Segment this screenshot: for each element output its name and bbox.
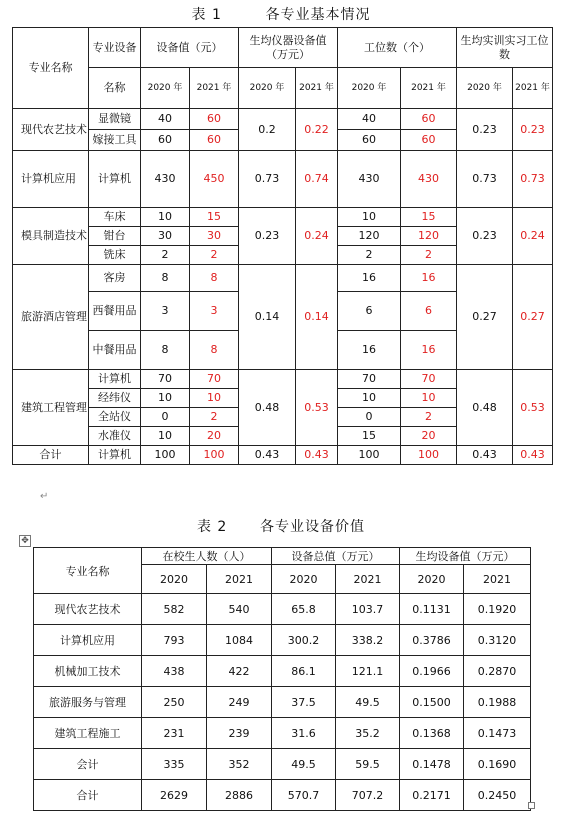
header-year-2021: 2021	[464, 565, 531, 594]
stations-2020: 120	[338, 227, 401, 246]
major-name: 模具制造技术	[13, 208, 89, 265]
row-tv2021: 707.2	[336, 780, 400, 811]
value-2021: 2	[190, 408, 239, 427]
row-major-name: 建筑工程施工	[34, 718, 142, 749]
header-year-2020: 2020 年	[338, 68, 401, 109]
value-2020: 10	[141, 208, 190, 227]
header-per-stations: 生均实训实习工位数	[457, 28, 553, 68]
equipment-name: 计算机	[89, 370, 141, 389]
stations-2020: 10	[338, 389, 401, 408]
value-2021: 20	[190, 427, 239, 446]
stations-2020: 60	[338, 130, 401, 151]
per-stations-2020: 0.48	[457, 370, 513, 446]
row-st2021: 1084	[207, 625, 272, 656]
stations-2020: 2	[338, 246, 401, 265]
table-row	[34, 780, 531, 811]
value-2020: 70	[141, 370, 190, 389]
equipment-name: 经纬仪	[89, 389, 141, 408]
per-stations-2021: 0.24	[513, 208, 553, 265]
per-value-2020: 0.73	[239, 151, 296, 208]
header-year-2021: 2021 年	[401, 68, 457, 109]
table-row	[34, 718, 531, 749]
row-pv2021: 0.2870	[464, 656, 531, 687]
value-2021: 15	[190, 208, 239, 227]
per-stations-2020: 0.23	[457, 109, 513, 151]
stations-2020: 6	[338, 292, 401, 331]
total-value-2021: 100	[190, 446, 239, 465]
value-2021: 450	[190, 151, 239, 208]
row-st2020: 231	[142, 718, 207, 749]
row-major-name: 会计	[34, 749, 142, 780]
equipment-name: 西餐用品	[89, 292, 141, 331]
header-total-value: 设备总值（万元）	[272, 548, 400, 565]
row-st2020: 2629	[142, 780, 207, 811]
stations-2021: 6	[401, 292, 457, 331]
value-2020: 3	[141, 292, 190, 331]
equipment-name: 嫁接工具	[89, 130, 141, 151]
row-pv2021: 0.3120	[464, 625, 531, 656]
header-major: 专业名称	[34, 548, 142, 594]
equipment-name: 水准仪	[89, 427, 141, 446]
value-2020: 10	[141, 389, 190, 408]
row-st2020: 250	[142, 687, 207, 718]
row-pv2021: 0.1988	[464, 687, 531, 718]
per-stations-2021: 0.27	[513, 265, 553, 370]
table1	[12, 27, 553, 465]
value-2020: 2	[141, 246, 190, 265]
table-row	[34, 625, 531, 656]
per-value-2021: 0.22	[296, 109, 338, 151]
row-tv2021: 338.2	[336, 625, 400, 656]
header-year-2021: 2021	[336, 565, 400, 594]
major-name: 计算机应用	[13, 151, 89, 208]
total-per-stations-2020: 0.43	[457, 446, 513, 465]
stations-2020: 16	[338, 331, 401, 370]
row-st2021: 249	[207, 687, 272, 718]
stations-2021: 60	[401, 130, 457, 151]
total-item: 计算机	[89, 446, 141, 465]
row-major-name: 计算机应用	[34, 625, 142, 656]
row-pv2021: 0.1920	[464, 594, 531, 625]
equipment-name: 中餐用品	[89, 331, 141, 370]
stations-2021: 10	[401, 389, 457, 408]
value-2021: 10	[190, 389, 239, 408]
row-pv2020: 0.1966	[400, 656, 464, 687]
row-st2020: 582	[142, 594, 207, 625]
table-row	[34, 749, 531, 780]
row-st2021: 239	[207, 718, 272, 749]
per-value-2021: 0.74	[296, 151, 338, 208]
row-st2020: 335	[142, 749, 207, 780]
header-year-2021: 2021	[207, 565, 272, 594]
row-pv2021: 0.2450	[464, 780, 531, 811]
row-major-name: 合计	[34, 780, 142, 811]
total-stations-2020: 100	[338, 446, 401, 465]
total-per-value-2021: 0.43	[296, 446, 338, 465]
per-value-2020: 0.2	[239, 109, 296, 151]
table-row	[34, 594, 531, 625]
equipment-name: 客房	[89, 265, 141, 292]
header-year-2020: 2020 年	[239, 68, 296, 109]
row-tv2021: 49.5	[336, 687, 400, 718]
row-major-name: 旅游服务与管理	[34, 687, 142, 718]
table1-title: 表 1 各专业基本情况	[191, 7, 371, 23]
equipment-name: 显微镜	[89, 109, 141, 130]
row-tv2020: 49.5	[272, 749, 336, 780]
per-stations-2021: 0.73	[513, 151, 553, 208]
header-name: 名称	[89, 68, 141, 109]
row-tv2020: 37.5	[272, 687, 336, 718]
per-value-2020: 0.23	[239, 208, 296, 265]
stations-2021: 2	[401, 246, 457, 265]
value-2021: 60	[190, 109, 239, 130]
row-st2020: 793	[142, 625, 207, 656]
row-tv2020: 300.2	[272, 625, 336, 656]
table2	[33, 547, 531, 811]
stations-2021: 20	[401, 427, 457, 446]
per-value-2021: 0.24	[296, 208, 338, 265]
per-value-2020: 0.14	[239, 265, 296, 370]
row-pv2020: 0.1131	[400, 594, 464, 625]
stations-2021: 60	[401, 109, 457, 130]
row-st2021: 540	[207, 594, 272, 625]
per-stations-2021: 0.53	[513, 370, 553, 446]
table-row	[34, 656, 531, 687]
table-resize-handle[interactable]	[528, 802, 535, 809]
row-pv2020: 0.1368	[400, 718, 464, 749]
equipment-name: 全站仪	[89, 408, 141, 427]
per-stations-2020: 0.23	[457, 208, 513, 265]
stations-2021: 430	[401, 151, 457, 208]
stations-2020: 430	[338, 151, 401, 208]
per-value-2020: 0.48	[239, 370, 296, 446]
row-tv2020: 31.6	[272, 718, 336, 749]
row-major-name: 现代农艺技术	[34, 594, 142, 625]
header-year-2020: 2020	[400, 565, 464, 594]
table-row	[34, 687, 531, 718]
row-pv2020: 0.3786	[400, 625, 464, 656]
value-2020: 8	[141, 265, 190, 292]
equipment-name: 车床	[89, 208, 141, 227]
header-year-2020: 2020	[142, 565, 207, 594]
header-value: 设备值（元）	[141, 28, 239, 68]
row-tv2020: 570.7	[272, 780, 336, 811]
header-year-2020: 2020	[272, 565, 336, 594]
row-tv2021: 59.5	[336, 749, 400, 780]
row-major-name: 机械加工技术	[34, 656, 142, 687]
header-equipment: 专业设备	[89, 28, 141, 68]
header-year-2020: 2020 年	[457, 68, 513, 109]
header-year-2021: 2021 年	[190, 68, 239, 109]
value-2021: 8	[190, 265, 239, 292]
header-per-value: 生均仪器设备值（万元）	[239, 28, 338, 68]
value-2021: 8	[190, 331, 239, 370]
row-pv2021: 0.1690	[464, 749, 531, 780]
stations-2020: 40	[338, 109, 401, 130]
row-pv2021: 0.1473	[464, 718, 531, 749]
header-students: 在校生人数（人）	[142, 548, 272, 565]
value-2021: 70	[190, 370, 239, 389]
header-major: 专业名称	[13, 28, 89, 109]
major-name: 现代农艺技术	[13, 109, 89, 151]
row-tv2020: 86.1	[272, 656, 336, 687]
paragraph-mark: ↵	[40, 491, 49, 502]
row-pv2020: 0.1478	[400, 749, 464, 780]
total-per-stations-2021: 0.43	[513, 446, 553, 465]
value-2020: 0	[141, 408, 190, 427]
total-stations-2021: 100	[401, 446, 457, 465]
row-tv2021: 103.7	[336, 594, 400, 625]
per-value-2021: 0.14	[296, 265, 338, 370]
stations-2021: 16	[401, 331, 457, 370]
row-st2021: 352	[207, 749, 272, 780]
per-stations-2021: 0.23	[513, 109, 553, 151]
total-value-2020: 100	[141, 446, 190, 465]
per-stations-2020: 0.27	[457, 265, 513, 370]
move-anchor-icon[interactable]: ✥	[19, 535, 31, 547]
stations-2020: 10	[338, 208, 401, 227]
row-tv2021: 121.1	[336, 656, 400, 687]
value-2020: 40	[141, 109, 190, 130]
stations-2021: 70	[401, 370, 457, 389]
header-year-2020: 2020 年	[141, 68, 190, 109]
per-value-2021: 0.53	[296, 370, 338, 446]
row-tv2021: 35.2	[336, 718, 400, 749]
equipment-name: 计算机	[89, 151, 141, 208]
equipment-name: 铣床	[89, 246, 141, 265]
stations-2020: 16	[338, 265, 401, 292]
row-st2021: 422	[207, 656, 272, 687]
row-pv2020: 0.2171	[400, 780, 464, 811]
stations-2021: 15	[401, 208, 457, 227]
stations-2020: 15	[338, 427, 401, 446]
row-st2021: 2886	[207, 780, 272, 811]
stations-2021: 2	[401, 408, 457, 427]
value-2021: 60	[190, 130, 239, 151]
stations-2021: 120	[401, 227, 457, 246]
row-tv2020: 65.8	[272, 594, 336, 625]
value-2021: 2	[190, 246, 239, 265]
value-2021: 30	[190, 227, 239, 246]
stations-2020: 0	[338, 408, 401, 427]
stations-2021: 16	[401, 265, 457, 292]
header-per-value: 生均设备值（万元）	[400, 548, 531, 565]
per-stations-2020: 0.73	[457, 151, 513, 208]
total-per-value-2020: 0.43	[239, 446, 296, 465]
header-stations: 工位数（个）	[338, 28, 457, 68]
value-2020: 430	[141, 151, 190, 208]
value-2020: 10	[141, 427, 190, 446]
value-2020: 60	[141, 130, 190, 151]
row-pv2020: 0.1500	[400, 687, 464, 718]
major-name: 建筑工程管理	[13, 370, 89, 446]
table2-title: 表 2 各专业设备价值	[196, 519, 366, 535]
value-2020: 30	[141, 227, 190, 246]
equipment-name: 钳台	[89, 227, 141, 246]
total-label: 合计	[13, 446, 89, 465]
value-2021: 3	[190, 292, 239, 331]
header-year-2021: 2021 年	[296, 68, 338, 109]
header-year-2021: 2021 年	[513, 68, 553, 109]
row-st2020: 438	[142, 656, 207, 687]
stations-2020: 70	[338, 370, 401, 389]
value-2020: 8	[141, 331, 190, 370]
major-name: 旅游酒店管理	[13, 265, 89, 370]
